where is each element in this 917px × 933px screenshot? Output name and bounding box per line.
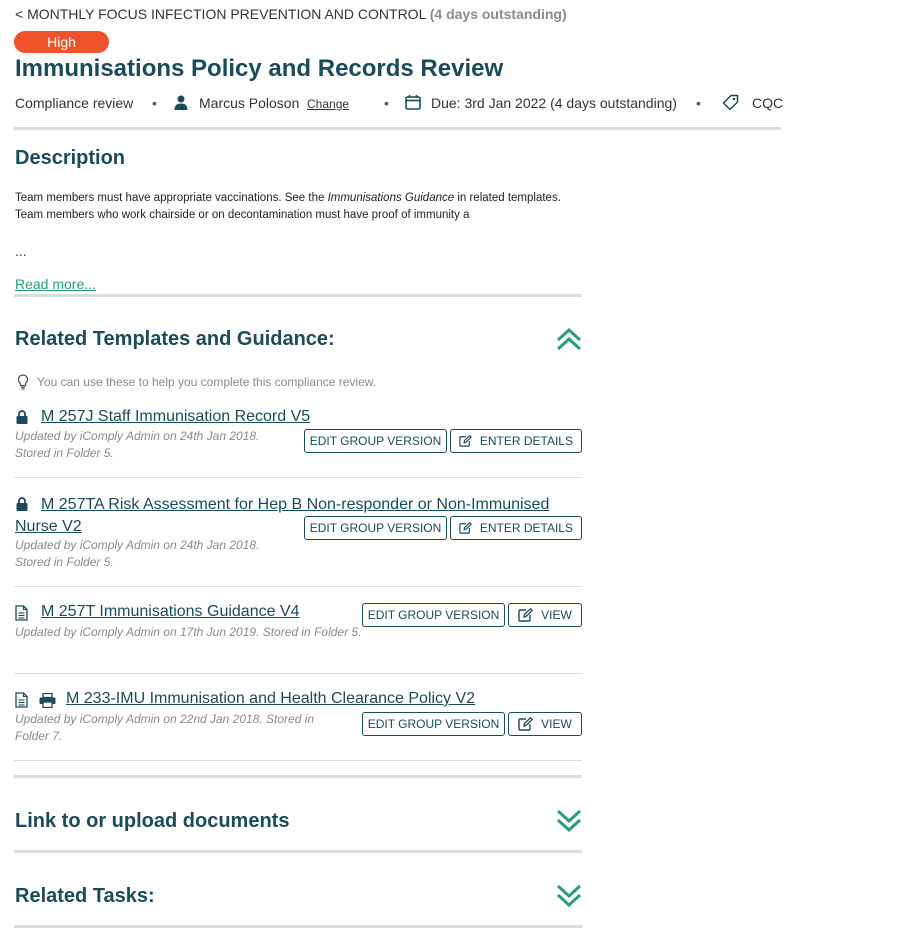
tasks-divider [14,925,582,928]
lock-icon [16,410,28,424]
document-icon [15,692,28,708]
template-item [15,408,582,478]
page-title: Immunisations Policy and Records Review [15,55,504,82]
change-assignee-link[interactable]: Change [307,97,350,111]
edit-icon [459,434,472,448]
description-ellipsis: ... [15,243,27,259]
template-meta: Updated by iComply Admin on 17th Jun 2019. Stored in Folder 5. [15,625,362,639]
view-button[interactable] [508,712,582,736]
tag-label: CQC [752,95,784,111]
template-meta: Updated by iComply Admin on 22nd Jan 2018. Stored in Folder 7. [15,712,315,743]
tag-icon [722,94,739,111]
guidance-reference: Immunisations Guidance [327,192,455,204]
description-text-end: in related templates. Team members who work chairside or on decontamination must have proof of immunity a [15,192,561,221]
view-label[interactable]: VIEW [541,717,572,731]
edit-group-version-button[interactable]: EDIT GROUP VERSION [362,712,505,736]
edit-group-version-button[interactable]: EDIT GROUP VERSION [304,429,447,453]
breadcrumb-label[interactable]: < MONTHLY FOCUS INFECTION PREVENTION AND CONTROL [15,6,426,22]
template-title-link[interactable]: M 257T Immunisations Guidance V4 [41,603,300,620]
read-more-link[interactable]: Read more... [15,276,96,292]
template-title-link[interactable]: M 257J Staff Immunisation Record V5 [41,408,311,425]
related-templates-heading: Related Templates and Guidance: [15,328,335,350]
description-text-start: Team members must have appropriate vaccinations. See the [15,192,328,204]
document-icon [15,605,28,621]
chevron-double-down-icon[interactable] [556,808,582,832]
template-title-link[interactable]: M 257TA Risk Assessment for Hep B Non-responder or Non-Immunised Nurse V2 [15,496,550,535]
breadcrumb-outstanding: (4 days outstanding) [429,6,567,22]
upload-divider [14,850,582,853]
user-icon [174,95,188,110]
chevron-double-up-icon[interactable] [556,328,582,352]
enter-details-label[interactable]: ENTER DETAILS [479,521,573,535]
view-button[interactable] [508,603,582,627]
edit-icon [459,521,472,535]
meta-separator: • [152,95,157,111]
description-divider [14,294,582,297]
edit-icon [518,608,533,622]
template-title-link[interactable]: M 233-IMU Immunisation and Health Clearance Policy V2 [66,690,476,707]
template-meta: Updated by iComply Admin on 24th Jan 2018. Stored in Folder 5. [15,429,260,460]
priority-badge: High [14,31,109,53]
enter-details-button[interactable] [450,516,582,540]
assignee-name: Marcus Poloson [199,95,300,111]
enter-details-label[interactable]: ENTER DETAILS [479,434,573,448]
template-divider [14,760,582,761]
printer-icon[interactable] [39,693,56,708]
enter-details-button[interactable] [450,429,582,453]
template-item [15,690,582,760]
edit-group-version-button[interactable]: EDIT GROUP VERSION [304,516,447,540]
template-divider [14,477,582,478]
meta-separator: • [696,95,701,111]
related-hint-text: You can use these to help you complete this compliance review. [37,375,377,389]
template-divider [14,586,582,587]
upload-documents-heading[interactable]: Link to or upload documents [15,810,290,832]
due-date: Due: 3rd Jan 2022 (4 days outstanding) [431,95,677,111]
lightbulb-icon [17,374,29,390]
template-divider [14,673,582,674]
breadcrumb[interactable] [15,6,567,22]
related-tasks-heading[interactable]: Related Tasks: [15,885,155,907]
description-text [15,190,575,224]
task-type: Compliance review [15,95,134,111]
template-item [15,603,582,673]
meta-separator: • [384,95,389,111]
chevron-double-down-icon[interactable] [556,883,582,907]
task-meta-row [15,93,795,113]
template-meta: Updated by iComply Admin on 24th Jan 2018. Stored in Folder 5. [15,538,260,569]
edit-group-version-button[interactable]: EDIT GROUP VERSION [362,603,505,627]
template-item [15,494,582,584]
calendar-icon [405,94,421,110]
edit-icon [518,717,533,731]
header-divider [14,127,781,130]
view-label[interactable]: VIEW [541,608,572,622]
related-templates-divider [14,775,582,778]
description-heading: Description [15,147,126,169]
